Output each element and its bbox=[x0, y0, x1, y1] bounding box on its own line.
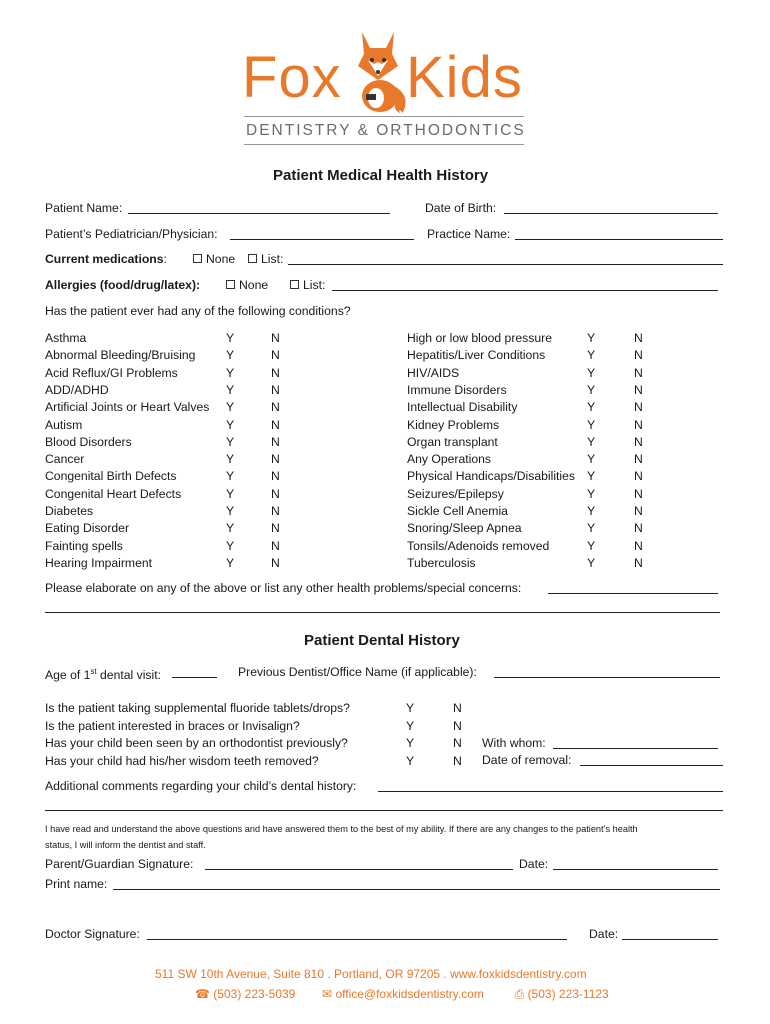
checkbox-icon[interactable] bbox=[226, 280, 235, 289]
condition-no-option[interactable]: N bbox=[271, 418, 280, 432]
allergy-list-label: List: bbox=[303, 278, 326, 292]
date-removal-label: Date of removal: bbox=[482, 753, 572, 767]
condition-label: Any Operations bbox=[407, 452, 492, 466]
dental-question: Has your child had his/her wisdom teeth removed? bbox=[45, 754, 319, 768]
condition-yes-option[interactable]: Y bbox=[226, 487, 235, 501]
condition-no-option[interactable]: N bbox=[271, 521, 280, 535]
patient-name-label: Patient Name: bbox=[45, 201, 123, 215]
logo-word-kids: Kids bbox=[406, 45, 523, 110]
condition-no-option[interactable]: N bbox=[271, 487, 280, 501]
condition-no-option[interactable]: N bbox=[271, 469, 280, 483]
condition-yes-option[interactable]: Y bbox=[226, 556, 235, 570]
condition-yes-option[interactable]: Y bbox=[226, 348, 235, 362]
prev-dentist-field[interactable] bbox=[494, 665, 720, 678]
footer-email: office@foxkidsdentistry.com bbox=[335, 987, 484, 1001]
elaborate-field-1[interactable] bbox=[548, 581, 718, 594]
condition-yes-option[interactable]: Y bbox=[226, 521, 235, 535]
condition-label: ADD/ADHD bbox=[45, 383, 109, 397]
dental-title: Patient Dental History bbox=[304, 632, 460, 649]
condition-yes-option[interactable]: Y bbox=[587, 348, 596, 362]
condition-yes-option[interactable]: Y bbox=[587, 504, 596, 518]
condition-yes-option[interactable]: Y bbox=[226, 452, 235, 466]
meds-none-option[interactable] bbox=[193, 252, 235, 266]
dob-field[interactable] bbox=[504, 201, 718, 214]
condition-no-option[interactable]: N bbox=[634, 348, 643, 362]
date-removal-field[interactable] bbox=[580, 753, 723, 766]
condition-no-option[interactable]: N bbox=[271, 400, 280, 414]
condition-no-option[interactable]: N bbox=[634, 366, 643, 380]
parent-signature-field[interactable] bbox=[205, 857, 513, 870]
condition-no-option[interactable]: N bbox=[634, 521, 643, 535]
dental-no-option[interactable]: N bbox=[453, 754, 462, 768]
condition-label: Cancer bbox=[45, 452, 85, 466]
checkbox-icon[interactable] bbox=[248, 254, 257, 263]
condition-label: Seizures/Epilepsy bbox=[407, 487, 504, 501]
current-meds-row bbox=[45, 252, 167, 266]
pediatrician-label: Patient’s Pediatrician/Physician: bbox=[45, 227, 218, 241]
allergies-label: Allergies (food/drug/latex): bbox=[45, 278, 201, 292]
dental-yes-option[interactable]: Y bbox=[406, 719, 415, 733]
condition-yes-option[interactable]: Y bbox=[226, 435, 235, 449]
logo-rule-bottom bbox=[244, 144, 524, 145]
condition-yes-option[interactable]: Y bbox=[587, 366, 596, 380]
condition-yes-option[interactable]: Y bbox=[587, 435, 596, 449]
dental-yes-option[interactable]: Y bbox=[406, 736, 415, 750]
condition-yes-option[interactable]: Y bbox=[587, 469, 596, 483]
condition-no-option[interactable]: N bbox=[634, 435, 643, 449]
doctor-signature-label: Doctor Signature: bbox=[45, 927, 140, 941]
condition-no-option[interactable]: N bbox=[634, 452, 643, 466]
condition-label: Fainting spells bbox=[45, 539, 123, 553]
condition-label: Congenital Heart Defects bbox=[45, 487, 182, 501]
condition-no-option[interactable]: N bbox=[271, 539, 280, 553]
elaborate-field-2[interactable] bbox=[45, 600, 720, 613]
logo-rule-top bbox=[244, 116, 524, 117]
footer-address: 511 SW 10th Avenue, Suite 810 . Portland, OR 97205 . www.foxkidsdentistry.com bbox=[155, 967, 587, 981]
condition-label: Hepatitis/Liver Conditions bbox=[407, 348, 546, 362]
condition-no-option[interactable]: N bbox=[271, 556, 280, 570]
condition-label: Sickle Cell Anemia bbox=[407, 504, 508, 518]
medical-title: Patient Medical Health History bbox=[273, 167, 489, 184]
condition-no-option[interactable]: N bbox=[271, 452, 280, 466]
condition-yes-option[interactable]: Y bbox=[587, 556, 596, 570]
allergy-list-field[interactable] bbox=[332, 278, 718, 291]
condition-yes-option[interactable]: Y bbox=[587, 539, 596, 553]
dental-question: Is the patient taking supplemental fluoride tablets/drops? bbox=[45, 701, 350, 715]
condition-no-option[interactable]: N bbox=[634, 504, 643, 518]
current-meds-label: Current medications bbox=[45, 252, 164, 266]
checkbox-icon[interactable] bbox=[193, 254, 202, 263]
condition-label: Diabetes bbox=[45, 504, 94, 518]
elaborate-label: Please elaborate on any of the above or list any other health problems/special concerns: bbox=[45, 581, 522, 595]
footer-contact bbox=[195, 987, 609, 1002]
with-whom-label: With whom: bbox=[482, 736, 546, 750]
practice-name-field[interactable] bbox=[515, 227, 723, 240]
condition-label: Tuberculosis bbox=[407, 556, 476, 570]
meds-list-label: List: bbox=[261, 252, 284, 266]
dental-no-option[interactable]: N bbox=[453, 736, 462, 750]
meds-none-label: None bbox=[206, 252, 236, 266]
allergy-none-option[interactable] bbox=[226, 278, 268, 292]
condition-label: Artificial Joints or Heart Valves bbox=[45, 400, 210, 414]
condition-label: Intellectual Disability bbox=[407, 400, 518, 414]
condition-yes-option[interactable]: Y bbox=[226, 383, 235, 397]
dental-question: Is the patient interested in braces or Invisalign? bbox=[45, 719, 300, 733]
additional-comments-label: Additional comments regarding your child’s dental history: bbox=[45, 779, 357, 793]
additional-comments-field-1[interactable] bbox=[378, 779, 723, 792]
condition-no-option[interactable]: N bbox=[634, 487, 643, 501]
print-name-label: Print name: bbox=[45, 877, 108, 891]
dental-question: Has your child been seen by an orthodontist previously? bbox=[45, 736, 348, 750]
condition-label: HIV/AIDS bbox=[407, 366, 460, 380]
condition-yes-option[interactable]: Y bbox=[226, 504, 235, 518]
condition-no-option[interactable]: N bbox=[271, 383, 280, 397]
condition-no-option[interactable]: N bbox=[634, 539, 643, 553]
with-whom-field[interactable] bbox=[553, 736, 718, 749]
prev-dentist-label: Previous Dentist/Office Name (if applicable): bbox=[238, 665, 477, 679]
logo-subtitle: DENTISTRY & ORTHODONTICS bbox=[246, 122, 526, 139]
condition-no-option[interactable]: N bbox=[634, 418, 643, 432]
condition-yes-option[interactable]: Y bbox=[587, 418, 596, 432]
dental-yes-option[interactable]: Y bbox=[406, 754, 415, 768]
condition-no-option[interactable]: N bbox=[634, 400, 643, 414]
fox-icon bbox=[342, 26, 414, 118]
conditions-question: Has the patient ever had any of the following conditions? bbox=[45, 304, 351, 318]
condition-yes-option[interactable]: Y bbox=[226, 400, 235, 414]
condition-no-option[interactable]: N bbox=[634, 469, 643, 483]
email-icon: ✉ bbox=[322, 987, 333, 1001]
consent-line-2: status, I will inform the dentist and staff. bbox=[45, 840, 206, 850]
condition-label: Blood Disorders bbox=[45, 435, 132, 449]
dental-no-option[interactable]: N bbox=[453, 719, 462, 733]
condition-label: Autism bbox=[45, 418, 83, 432]
condition-label: Physical Handicaps/Disabilities bbox=[407, 469, 575, 483]
meds-list-option[interactable] bbox=[248, 252, 283, 266]
condition-label: Eating Disorder bbox=[45, 521, 129, 535]
condition-yes-option[interactable]: Y bbox=[226, 418, 235, 432]
condition-label: Hearing Impairment bbox=[45, 556, 153, 570]
condition-yes-option[interactable]: Y bbox=[587, 452, 596, 466]
condition-no-option[interactable]: N bbox=[634, 383, 643, 397]
checkbox-icon[interactable] bbox=[290, 280, 299, 289]
condition-no-option[interactable]: N bbox=[634, 556, 643, 570]
fax-icon: ⎙ bbox=[514, 987, 525, 1001]
age-label-sup: st bbox=[90, 667, 97, 676]
condition-no-option[interactable]: N bbox=[271, 348, 280, 362]
parent-date-field[interactable] bbox=[553, 857, 718, 870]
age-first-visit-label bbox=[45, 665, 161, 682]
doctor-signature-field[interactable] bbox=[147, 927, 567, 940]
condition-label: Kidney Problems bbox=[407, 418, 500, 432]
condition-label: Acid Reflux/GI Problems bbox=[45, 366, 178, 380]
condition-label: High or low blood pressure bbox=[407, 331, 552, 345]
logo-word-fox: Fox bbox=[242, 45, 342, 110]
condition-yes-option[interactable]: Y bbox=[226, 539, 235, 553]
doctor-date-label: Date: bbox=[589, 927, 619, 941]
dental-yes-option[interactable]: Y bbox=[406, 701, 415, 715]
pediatrician-field[interactable] bbox=[230, 227, 414, 240]
condition-yes-option[interactable]: Y bbox=[587, 383, 596, 397]
doctor-date-field[interactable] bbox=[622, 927, 718, 940]
age-label-post: dental visit: bbox=[96, 668, 161, 683]
condition-yes-option[interactable]: Y bbox=[226, 366, 235, 380]
condition-yes-option[interactable]: Y bbox=[587, 487, 596, 501]
parent-date-label: Date: bbox=[519, 857, 549, 871]
condition-label: Asthma bbox=[45, 331, 87, 345]
condition-label: Congenital Birth Defects bbox=[45, 469, 177, 483]
condition-yes-option[interactable]: Y bbox=[226, 469, 235, 483]
condition-label: Immune Disorders bbox=[407, 383, 507, 397]
age-first-visit-field[interactable] bbox=[172, 665, 217, 678]
print-name-field[interactable] bbox=[113, 877, 720, 890]
condition-no-option[interactable]: N bbox=[271, 331, 280, 345]
condition-no-option[interactable]: N bbox=[271, 366, 280, 380]
parent-signature-label: Parent/Guardian Signature: bbox=[45, 857, 194, 871]
meds-list-field[interactable] bbox=[288, 252, 723, 265]
condition-no-option[interactable]: N bbox=[634, 331, 643, 345]
condition-yes-option[interactable]: Y bbox=[226, 331, 235, 345]
dental-no-option[interactable]: N bbox=[453, 701, 462, 715]
practice-name-label: Practice Name: bbox=[427, 227, 511, 241]
footer-phone: (503) 223-5039 bbox=[213, 987, 296, 1001]
phone-icon: ☎ bbox=[195, 987, 210, 1001]
condition-yes-option[interactable]: Y bbox=[587, 400, 596, 414]
condition-no-option[interactable]: N bbox=[271, 435, 280, 449]
condition-no-option[interactable]: N bbox=[271, 504, 280, 518]
patient-name-field[interactable] bbox=[128, 201, 390, 214]
dob-label: Date of Birth: bbox=[425, 201, 497, 215]
footer-fax: (503) 223-1123 bbox=[527, 987, 609, 1001]
logo bbox=[242, 26, 527, 151]
consent-line-1: I have read and understand the above questions and have answered them to the best of my ability. If there are any changes to the patient’s health bbox=[45, 824, 638, 834]
age-label-pre: Age of 1 bbox=[45, 668, 91, 683]
condition-yes-option[interactable]: Y bbox=[587, 331, 596, 345]
condition-label: Organ transplant bbox=[407, 435, 498, 449]
allergy-none-label: None bbox=[239, 278, 269, 292]
additional-comments-field-2[interactable] bbox=[45, 798, 723, 811]
current-meds-colon: : bbox=[163, 252, 167, 266]
condition-label: Tonsils/Adenoids removed bbox=[407, 539, 550, 553]
condition-label: Snoring/Sleep Apnea bbox=[407, 521, 522, 535]
condition-yes-option[interactable]: Y bbox=[587, 521, 596, 535]
condition-label: Abnormal Bleeding/Bruising bbox=[45, 348, 196, 362]
allergy-list-option[interactable] bbox=[290, 278, 325, 292]
